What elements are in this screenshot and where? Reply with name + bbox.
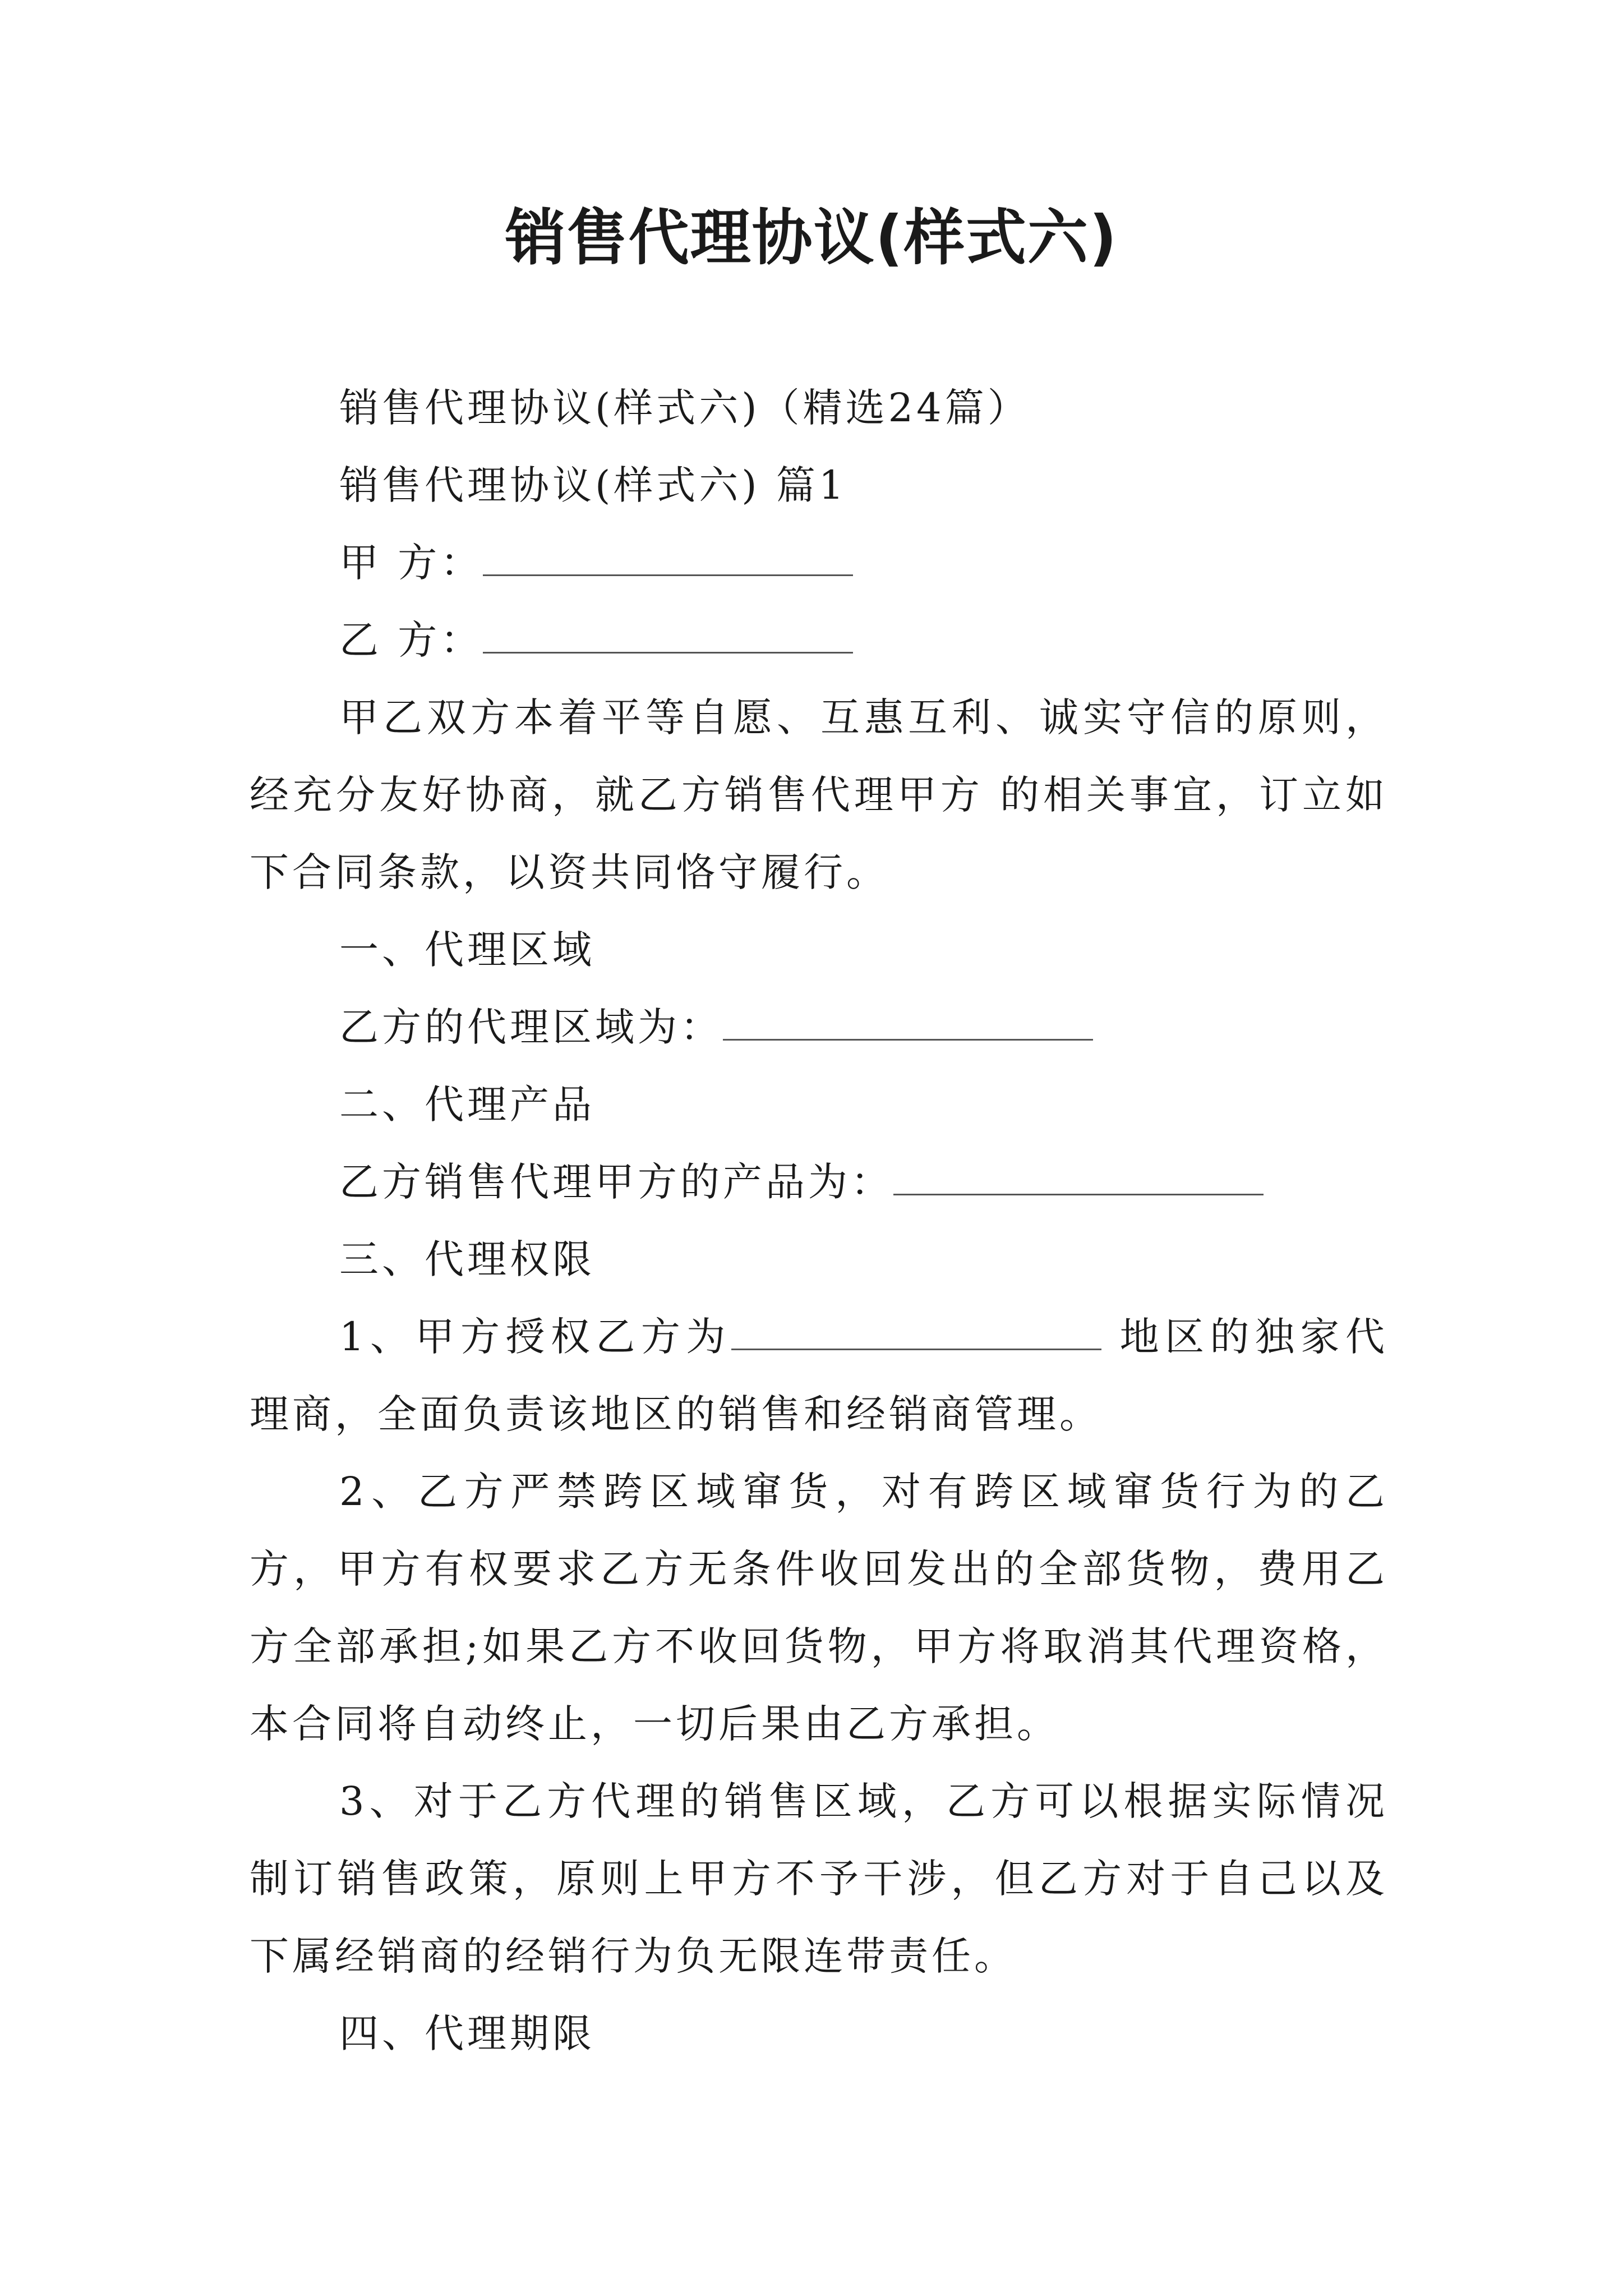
document-title: 销售代理协议(样式六) [505, 203, 1118, 273]
party-a-blank [483, 541, 853, 576]
region-blank [723, 1005, 1093, 1041]
party-b-line [250, 601, 1388, 679]
product-blank [893, 1160, 1264, 1195]
section-2-line [250, 1143, 1388, 1221]
clause-1-after: 地区的独家代理商，全面负责该地区的销售和经销商管理。 [250, 1314, 1388, 1437]
document-subtitle: 销售代理协议(样式六)（精选24篇） [339, 385, 1030, 431]
intro-paragraph: 甲乙双方本着平等自愿、互惠互利、诚实守信的原则，经充分友好协商，就乙方销售代理甲方 的相关事宜，订立如下合同条款，以资共同恪守履行。 [250, 694, 1388, 895]
party-b-blank [483, 618, 853, 654]
clause-2-paragraph: 2、乙方严禁跨区域窜货，对有跨区域窜货行为的乙方，甲方有权要求乙方无条件收回发出的全部货物，费用乙方全部承担;如果乙方不收回货物，甲方将取消其代理资格，本合同将自动终止，一切后果由乙方承担。 [250, 1469, 1388, 1747]
clause-1-paragraph [250, 1298, 1388, 1453]
party-b-label: 乙 方： [339, 617, 483, 663]
chapter-heading: 销售代理协议(样式六) 篇1 [339, 462, 847, 508]
document-body [250, 369, 1388, 2072]
section-2-heading: 二、代理产品 [339, 1082, 595, 1128]
section-4-heading: 四、代理期限 [339, 2010, 595, 2056]
exclusive-area-blank [731, 1315, 1101, 1350]
section-1-heading: 一、代理区域 [339, 927, 595, 973]
section-3-heading: 三、代理权限 [339, 1236, 595, 1282]
party-a-line [250, 524, 1388, 601]
clause-3-paragraph: 3、对于乙方代理的销售区域，乙方可以根据实际情况制订销售政策，原则上甲方不予干涉，但乙方对于自己以及下属经销商的经销行为负无限连带责任。 [250, 1778, 1388, 1979]
section-1-line [250, 988, 1388, 1066]
party-a-label: 甲 方： [339, 540, 483, 586]
section-1-text: 乙方的代理区域为： [339, 1004, 723, 1050]
clause-1-before: 1、甲方授权乙方为 [339, 1314, 731, 1360]
section-2-text: 乙方销售代理甲方的产品为： [339, 1159, 893, 1205]
